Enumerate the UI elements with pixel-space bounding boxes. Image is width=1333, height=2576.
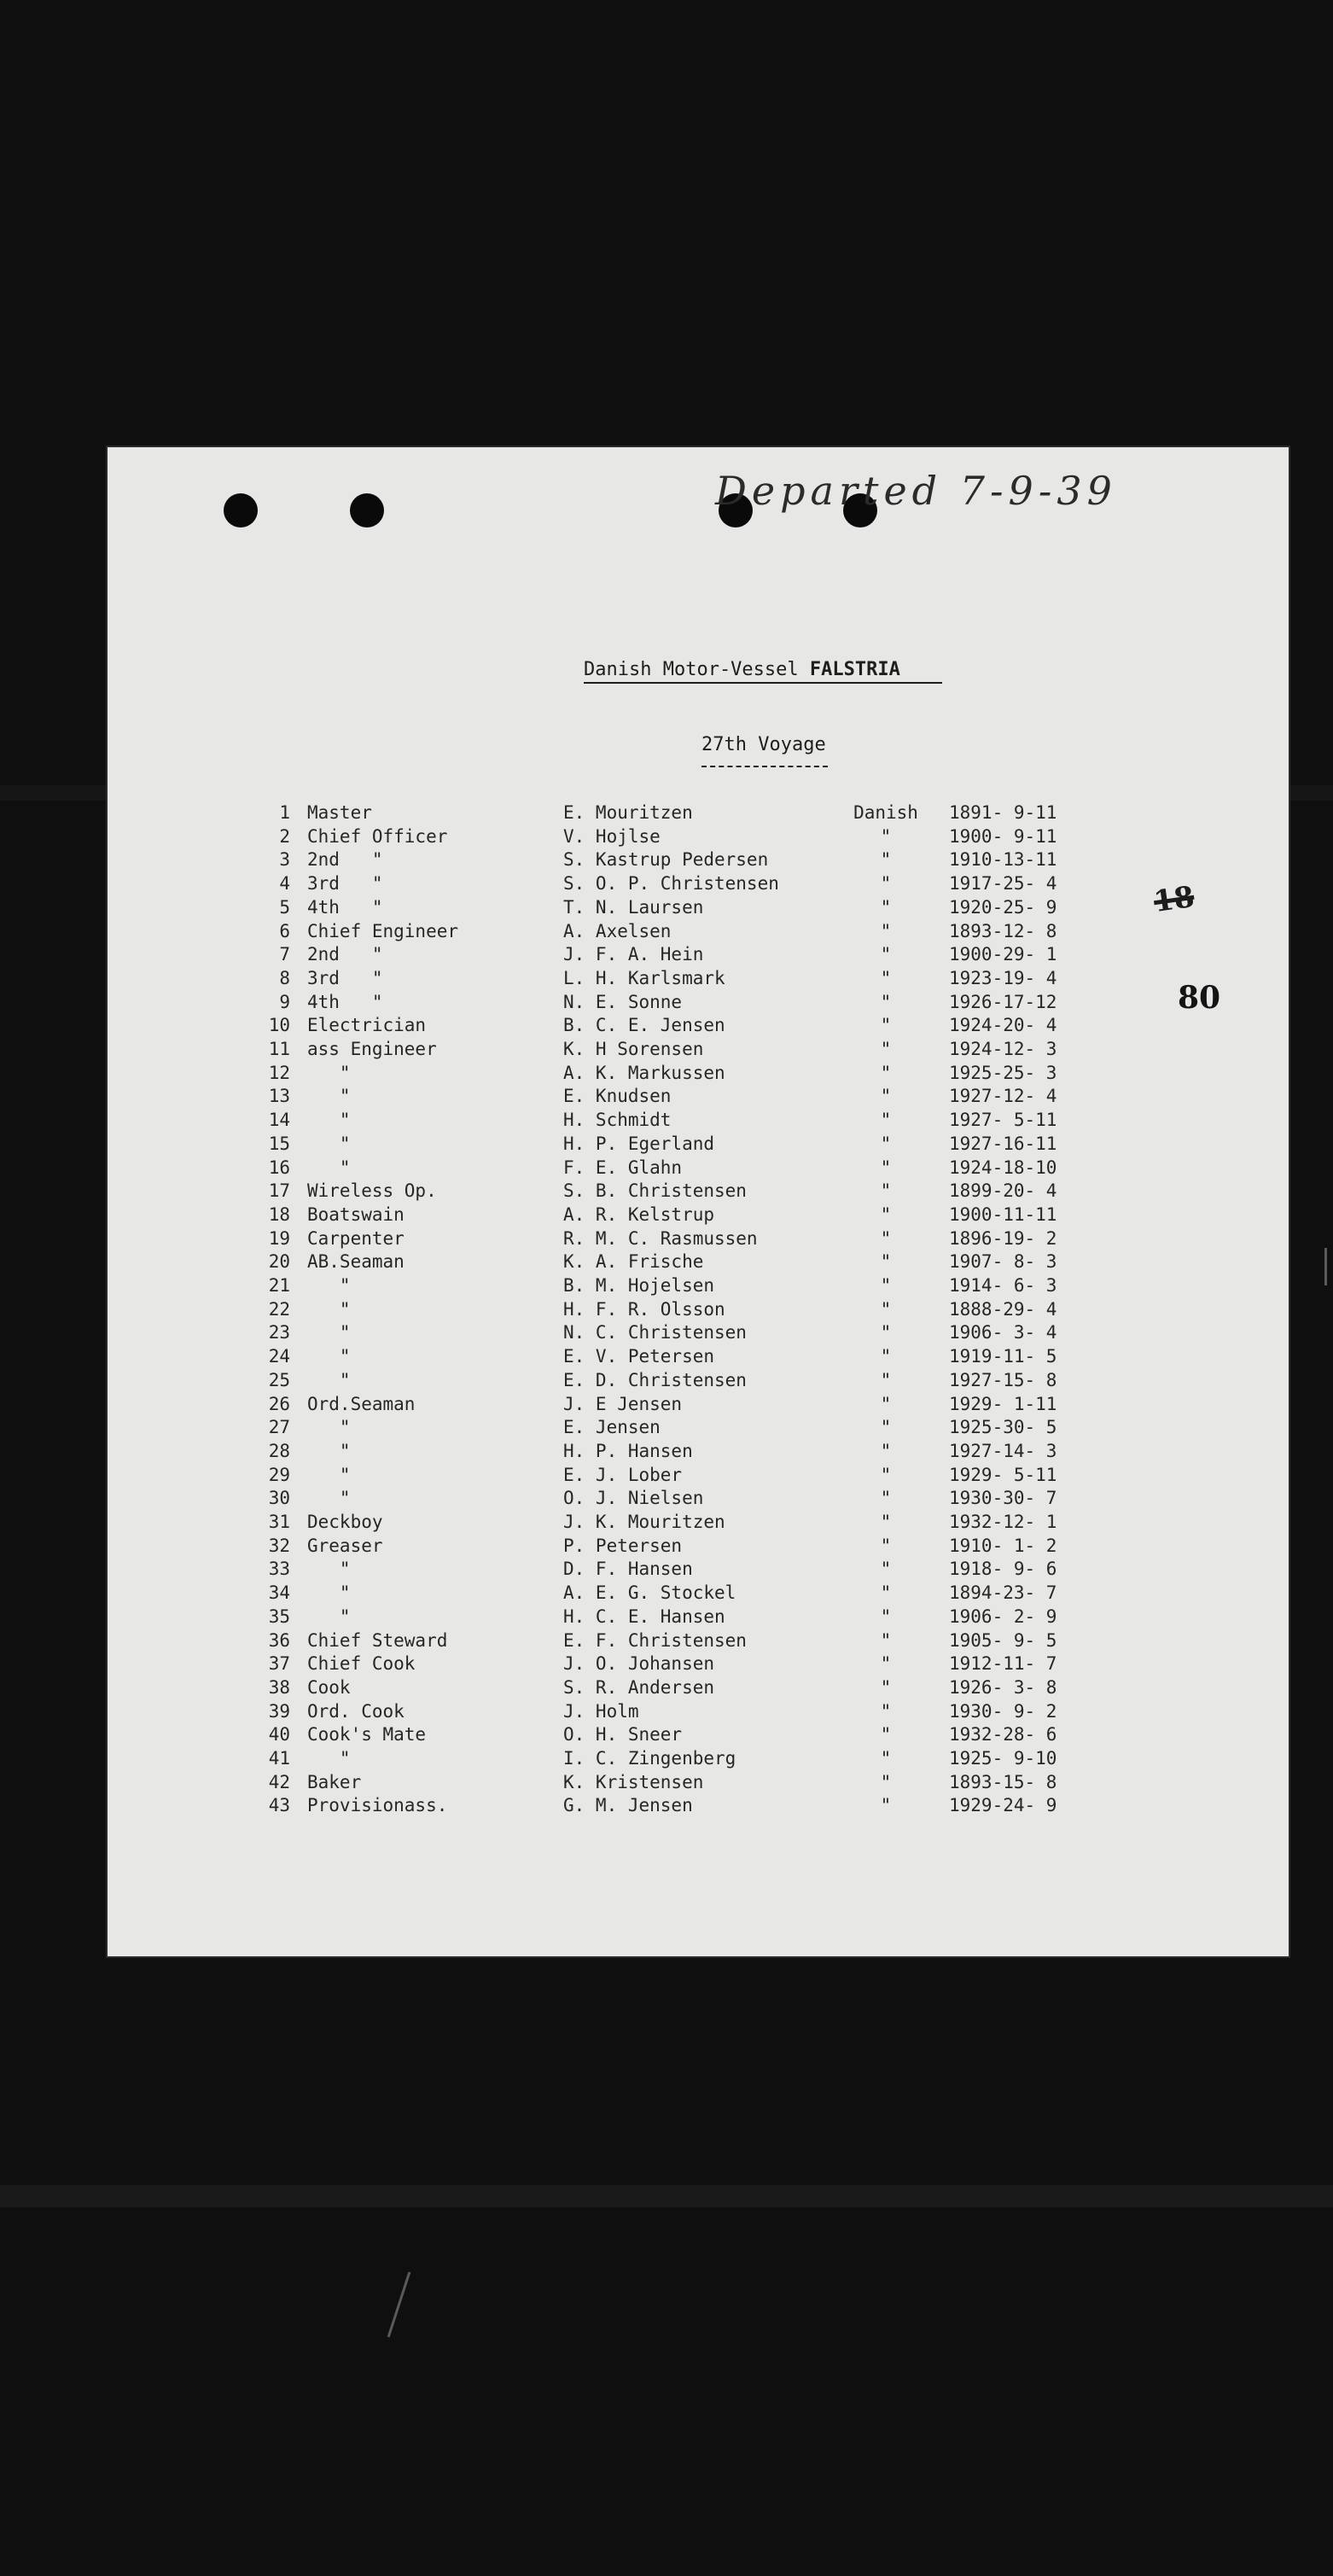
crew-name: P. Petersen (563, 1536, 683, 1556)
crew-number: 30 (268, 1488, 290, 1508)
page-number: 80 (1178, 980, 1221, 1016)
crew-nationality: " (880, 1724, 892, 1745)
crew-nationality: " (880, 1677, 892, 1698)
crew-nationality: " (880, 1299, 892, 1320)
crew-nationality: " (880, 1465, 892, 1485)
crew-rank: " (307, 1582, 351, 1603)
handwritten-departure-note: Departed 7-9-39 (715, 468, 1117, 514)
crew-name: S. B. Christensen (563, 1180, 747, 1201)
crew-number: 7 (279, 944, 290, 965)
crew-rank: Greaser (307, 1536, 383, 1556)
crew-rank: " (307, 1275, 351, 1296)
crew-birth-date: 1925-25- 3 (949, 1063, 1057, 1083)
crew-name: J. Holm (563, 1701, 639, 1722)
crew-birth-date: 1919-11- 5 (949, 1346, 1057, 1367)
crew-rank: Cook (307, 1677, 351, 1698)
crew-number: 41 (268, 1748, 290, 1769)
crew-birth-date: 1914- 6- 3 (949, 1275, 1057, 1296)
crew-number: 29 (268, 1465, 290, 1485)
crew-rank: Ord.Seaman (307, 1394, 416, 1414)
crew-birth-date: 1900- 9-11 (949, 826, 1057, 847)
crew-nationality: " (880, 1086, 892, 1106)
crew-nationality: " (880, 1157, 892, 1178)
crew-number: 20 (268, 1251, 290, 1272)
crew-nationality: " (880, 1204, 892, 1225)
crew-number: 3 (279, 849, 290, 870)
crew-nationality: " (880, 1180, 892, 1201)
crew-rank: Ord. Cook (307, 1701, 405, 1722)
crew-nationality: " (880, 1748, 892, 1769)
crew-name: L. H. Karlsmark (563, 968, 725, 988)
voyage-heading: 27th Voyage (701, 734, 826, 755)
crew-birth-date: 1894-23- 7 (949, 1582, 1057, 1603)
crew-name: E. Jensen (563, 1417, 661, 1437)
crew-number: 32 (268, 1536, 290, 1556)
crew-birth-date: 1930- 9- 2 (949, 1701, 1057, 1722)
crew-name: E. D. Christensen (563, 1370, 747, 1390)
crew-birth-date: 1932-28- 6 (949, 1724, 1057, 1745)
crew-rank: " (307, 1417, 351, 1437)
crew-nationality: " (880, 1394, 892, 1414)
crew-name: B. C. E. Jensen (563, 1015, 725, 1035)
crew-birth-date: 1927-12- 4 (949, 1086, 1057, 1106)
crew-rank: Chief Officer (307, 826, 448, 847)
crew-birth-date: 1905- 9- 5 (949, 1630, 1057, 1651)
crew-birth-date: 1888-29- 4 (949, 1299, 1057, 1320)
crew-rank: Electrician (307, 1015, 427, 1035)
crew-name: H. P. Hansen (563, 1441, 693, 1461)
crew-number: 13 (268, 1086, 290, 1106)
crew-name: A. K. Markussen (563, 1063, 725, 1083)
crew-birth-date: 1900-29- 1 (949, 944, 1057, 965)
vessel-name: FALSTRIA (809, 659, 900, 680)
crew-rank: 2nd " (307, 944, 383, 965)
crew-name: G. M. Jensen (563, 1795, 693, 1815)
crew-nationality: " (880, 1346, 892, 1367)
crew-birth-date: 1917-25- 4 (949, 873, 1057, 894)
crew-number: 4 (279, 873, 290, 894)
crew-birth-date: 1906- 2- 9 (949, 1606, 1057, 1627)
crew-nationality: " (880, 1701, 892, 1722)
crew-name: S. R. Andersen (563, 1677, 715, 1698)
crew-nationality: " (880, 1772, 892, 1792)
crew-number: 28 (268, 1441, 290, 1461)
crew-rank: Chief Engineer (307, 921, 459, 941)
crew-birth-date: 1929-24- 9 (949, 1795, 1057, 1815)
crew-birth-date: 1932-12- 1 (949, 1512, 1057, 1532)
crew-nationality: " (880, 1630, 892, 1651)
crew-number: 43 (268, 1795, 290, 1815)
crew-nationality: " (880, 1275, 892, 1296)
crew-rank: Deckboy (307, 1512, 383, 1532)
crew-nationality: " (880, 1015, 892, 1035)
crew-birth-date: 1896-19- 2 (949, 1228, 1057, 1249)
crew-name: K. H Sorensen (563, 1039, 704, 1059)
crew-rank: 3rd " (307, 968, 383, 988)
crew-nationality: " (880, 1322, 892, 1343)
crew-birth-date: 1923-19- 4 (949, 968, 1057, 988)
crew-name: H. C. E. Hansen (563, 1606, 725, 1627)
crew-nationality: " (880, 968, 892, 988)
crew-nationality: " (880, 849, 892, 870)
crew-number: 35 (268, 1606, 290, 1627)
crew-birth-date: 1910-13-11 (949, 849, 1057, 870)
crew-number: 22 (268, 1299, 290, 1320)
crew-name: H. P. Egerland (563, 1134, 715, 1154)
crew-name: A. R. Kelstrup (563, 1204, 715, 1225)
crew-number: 27 (268, 1417, 290, 1437)
crew-number: 19 (268, 1228, 290, 1249)
crew-number: 14 (268, 1110, 290, 1130)
crew-nationality: " (880, 944, 892, 965)
crew-nationality: " (880, 1606, 892, 1627)
crew-number: 9 (279, 992, 290, 1012)
crew-name: D. F. Hansen (563, 1559, 693, 1579)
crew-rank: Cook's Mate (307, 1724, 427, 1745)
crew-nationality: " (880, 1251, 892, 1272)
crew-name: A. Axelsen (563, 921, 672, 941)
crew-birth-date: 1900-11-11 (949, 1204, 1057, 1225)
crew-number: 16 (268, 1157, 290, 1178)
crew-number: 40 (268, 1724, 290, 1745)
crew-nationality: " (880, 1582, 892, 1603)
crew-rank: " (307, 1322, 351, 1343)
crew-name: H. F. R. Olsson (563, 1299, 725, 1320)
crew-name: J. O. Johansen (563, 1653, 715, 1674)
crew-number: 6 (279, 921, 290, 941)
crew-rank: 3rd " (307, 873, 383, 894)
crew-name: H. Schmidt (563, 1110, 672, 1130)
crew-nationality: " (880, 1063, 892, 1083)
crew-nationality: " (880, 897, 892, 918)
crew-name: N. C. Christensen (563, 1322, 747, 1343)
crew-rank: Provisionass. (307, 1795, 448, 1815)
crew-nationality: " (880, 1536, 892, 1556)
crew-rank: Carpenter (307, 1228, 405, 1249)
crew-nationality: " (880, 1228, 892, 1249)
crew-number: 10 (268, 1015, 290, 1035)
crew-rank: " (307, 1086, 351, 1106)
crew-name: E. Mouritzen (563, 802, 693, 823)
crew-rank: " (307, 1559, 351, 1579)
crew-number: 25 (268, 1370, 290, 1390)
crew-birth-date: 1920-25- 9 (949, 897, 1057, 918)
crew-rank: " (307, 1488, 351, 1508)
crew-rank: " (307, 1441, 351, 1461)
crew-birth-date: 1893-12- 8 (949, 921, 1057, 941)
crew-nationality: " (880, 1512, 892, 1532)
crew-name: K. Kristensen (563, 1772, 704, 1792)
crew-rank: " (307, 1370, 351, 1390)
crew-nationality: " (880, 1039, 892, 1059)
crew-name: S. Kastrup Pedersen (563, 849, 769, 870)
crew-rank: Baker (307, 1772, 362, 1792)
crew-number: 36 (268, 1630, 290, 1651)
crew-name: E. Knudsen (563, 1086, 672, 1106)
crew-birth-date: 1907- 8- 3 (949, 1251, 1057, 1272)
crew-name: F. E. Glahn (563, 1157, 683, 1178)
crew-birth-date: 1930-30- 7 (949, 1488, 1057, 1508)
crew-birth-date: 1906- 3- 4 (949, 1322, 1057, 1343)
crew-number: 12 (268, 1063, 290, 1083)
crew-name: B. M. Hojelsen (563, 1275, 715, 1296)
scan-backdrop-band (0, 2185, 1333, 2207)
crew-name: N. E. Sonne (563, 992, 683, 1012)
crew-name: S. O. P. Christensen (563, 873, 779, 894)
title-prefix: Danish Motor-Vessel (584, 659, 810, 680)
crew-rank: " (307, 1299, 351, 1320)
crew-birth-date: 1925- 9-10 (949, 1748, 1057, 1769)
crew-name: E. J. Lober (563, 1465, 683, 1485)
crew-nationality: " (880, 921, 892, 941)
crew-birth-date: 1926-17-12 (949, 992, 1057, 1012)
crew-name: O. J. Nielsen (563, 1488, 704, 1508)
crew-rank: Boatswain (307, 1204, 405, 1225)
crew-number: 15 (268, 1134, 290, 1154)
crew-name: K. A. Frische (563, 1251, 704, 1272)
crew-rank: Chief Steward (307, 1630, 448, 1651)
crew-rank: 4th " (307, 897, 383, 918)
crew-nationality: " (880, 992, 892, 1012)
crew-birth-date: 1924-20- 4 (949, 1015, 1057, 1035)
crew-rank: " (307, 1346, 351, 1367)
crew-birth-date: 1929- 5-11 (949, 1465, 1057, 1485)
crew-rank: " (307, 1134, 351, 1154)
crew-number: 31 (268, 1512, 290, 1532)
crew-birth-date: 1925-30- 5 (949, 1417, 1057, 1437)
crew-name: I. C. Zingenberg (563, 1748, 736, 1769)
crew-number: 21 (268, 1275, 290, 1296)
crew-rank: " (307, 1606, 351, 1627)
crew-number: 38 (268, 1677, 290, 1698)
document-title (584, 659, 942, 684)
crew-number: 33 (268, 1559, 290, 1579)
crew-number: 17 (268, 1180, 290, 1201)
crew-birth-date: 1927- 5-11 (949, 1110, 1057, 1130)
crew-nationality: " (880, 1488, 892, 1508)
crew-number: 34 (268, 1582, 290, 1603)
crew-birth-date: 1899-20- 4 (949, 1180, 1057, 1201)
crew-name: J. F. A. Hein (563, 944, 704, 965)
crew-birth-date: 1924-18-10 (949, 1157, 1057, 1178)
crew-rank: " (307, 1110, 351, 1130)
crew-number: 24 (268, 1346, 290, 1367)
crew-name: J. K. Mouritzen (563, 1512, 725, 1532)
crew-name: E. F. Christensen (563, 1630, 747, 1651)
crew-nationality: " (880, 1441, 892, 1461)
crew-number: 8 (279, 968, 290, 988)
crew-rank: Chief Cook (307, 1653, 416, 1674)
crew-birth-date: 1910- 1- 2 (949, 1536, 1057, 1556)
crew-nationality: " (880, 1795, 892, 1815)
crew-birth-date: 1927-15- 8 (949, 1370, 1057, 1390)
crew-nationality: " (880, 873, 892, 894)
crew-birth-date: 1927-16-11 (949, 1134, 1057, 1154)
crew-rank: " (307, 1063, 351, 1083)
crew-birth-date: 1891- 9-11 (949, 802, 1057, 823)
crew-name: E. V. Petersen (563, 1346, 715, 1367)
crew-nationality: " (880, 1134, 892, 1154)
crew-name: R. M. C. Rasmussen (563, 1228, 758, 1249)
crew-name: J. E Jensen (563, 1394, 683, 1414)
crew-nationality: " (880, 826, 892, 847)
struck-stamp-number: 18 (1151, 879, 1196, 920)
crew-birth-date: 1926- 3- 8 (949, 1677, 1057, 1698)
crew-nationality: " (880, 1559, 892, 1579)
crew-name: O. H. Sneer (563, 1724, 683, 1745)
crew-nationality: " (880, 1110, 892, 1130)
crew-rank: AB.Seaman (307, 1251, 405, 1272)
crew-number: 5 (279, 897, 290, 918)
crew-number: 39 (268, 1701, 290, 1722)
crew-birth-date: 1924-12- 3 (949, 1039, 1057, 1059)
punch-hole (350, 493, 384, 527)
crew-rank: " (307, 1465, 351, 1485)
crew-name: V. Hojlse (563, 826, 661, 847)
crew-number: 2 (279, 826, 290, 847)
crew-rank: 4th " (307, 992, 383, 1012)
scan-artifact (1324, 1248, 1327, 1285)
crew-name: A. E. G. Stockel (563, 1582, 736, 1603)
crew-nationality: " (880, 1417, 892, 1437)
crew-number: 11 (268, 1039, 290, 1059)
crew-number: 18 (268, 1204, 290, 1225)
crew-birth-date: 1893-15- 8 (949, 1772, 1057, 1792)
punch-hole (224, 493, 258, 527)
crew-birth-date: 1929- 1-11 (949, 1394, 1057, 1414)
crew-number: 1 (279, 802, 290, 823)
crew-birth-date: 1927-14- 3 (949, 1441, 1057, 1461)
crew-rank: ass Engineer (307, 1039, 437, 1059)
crew-number: 26 (268, 1394, 290, 1414)
voyage-underline (701, 766, 828, 767)
crew-rank: Wireless Op. (307, 1180, 437, 1201)
crew-rank: " (307, 1157, 351, 1178)
scan-artifact (387, 2271, 411, 2337)
crew-rank: " (307, 1748, 351, 1769)
crew-nationality: " (880, 1653, 892, 1674)
crew-number: 37 (268, 1653, 290, 1674)
crew-nationality: " (880, 1370, 892, 1390)
crew-number: 42 (268, 1772, 290, 1792)
crew-birth-date: 1918- 9- 6 (949, 1559, 1057, 1579)
crew-number: 23 (268, 1322, 290, 1343)
crew-rank: 2nd " (307, 849, 383, 870)
crew-name: T. N. Laursen (563, 897, 704, 918)
crew-birth-date: 1912-11- 7 (949, 1653, 1057, 1674)
crew-nationality: Danish (853, 802, 918, 823)
crew-rank: Master (307, 802, 372, 823)
